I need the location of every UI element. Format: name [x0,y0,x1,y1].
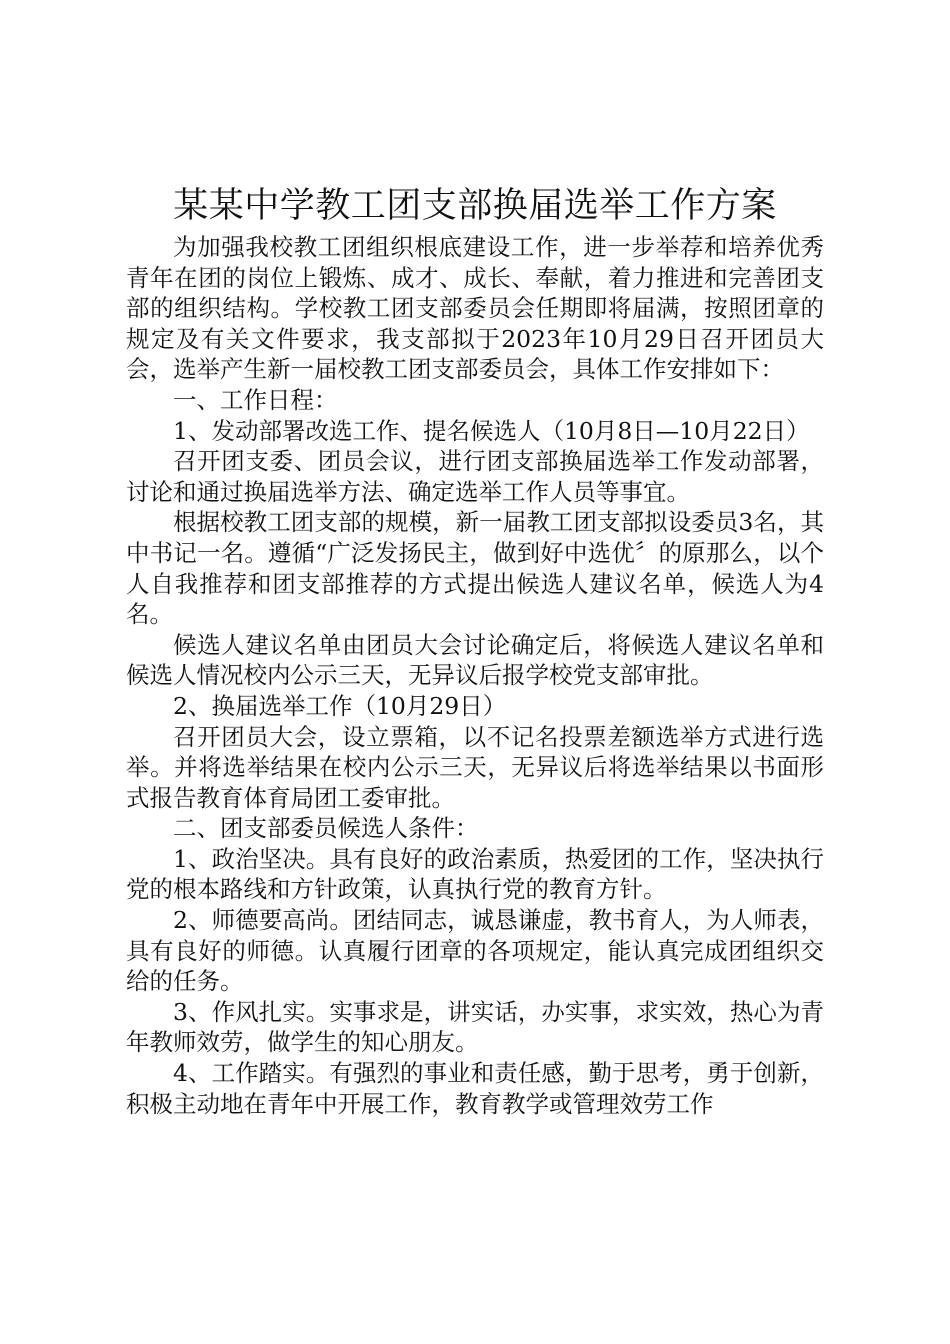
paragraph-intro: 为加强我校教工团组织根底建设工作，进一步举荐和培养优秀青年在团的岗位上锻炼、成才、成长、奉献，着力推进和完善团支部的组织结构。学校教工团支部委员会任期即将届满，按照团章的规定及有关文件要求，我支部拟于2023年10月29日召开团员大会，选举产生新一届校教工团支部委员会，具体工作安排如下： [126,233,824,384]
heading-work-schedule: 一、工作日程： [173,385,338,414]
condition-political: 1、政治坚决。具有良好的政治素质，热爱团的工作，坚决执行党的根本路线和方针政策，认真执行党的教育方针。 [126,844,824,904]
heading-candidate-conditions: 二、团支部委员候选人条件： [173,814,479,843]
subheading-election-work: 2、换届选举工作（10月29日） [173,691,507,720]
paragraph-meeting: 召开团支委、团员会议，进行团支部换届选举工作发动部署，讨论和通过换届选举方法、确定选举工作人员等事宜。 [126,447,824,506]
subheading-mobilize-nominate: 1、发动部署改选工作、提名候选人（10月8日—10月22日） [173,416,810,445]
paragraph-voting: 召开团员大会，设立票箱，以不记名投票差额选举方式进行选举。并将选举结果在校内公示三天，无异议后将选举结果以书面形式报告教育体育局团工委审批。 [126,722,824,812]
condition-style: 3、作风扎实。实事求是，讲实话，办实事，求实效，热心为青年教师效劳，做学生的知心朋友。 [126,997,824,1057]
condition-work: 4、工作踏实。有强烈的事业和责任感，勤于思考，勇于创新，积极主动地在青年中开展工作，教育教学或管理效劳工作 [126,1059,824,1118]
paragraph-candidate-list: 候选人建议名单由团员大会讨论确定后，将候选人建议名单和候选人情况校内公示三天，无异议后报学校党支部审批。 [126,630,824,690]
condition-ethics: 2、师德要高尚。团结同志，诚恳谦虚，教书育人，为人师表，具有良好的师德。认真履行团章的各项规定，能认真完成团组织交给的任务。 [126,906,824,996]
paragraph-committee-size: 根据校教工团支部的规模，新一届教工团支部拟设委员3名，其中书记一名。遵循“广泛发扬民主，做到好中选优〞的原那么，以个人自我推荐和团支部推荐的方式提出候选人建议名单，候选人为4名。 [126,508,824,629]
document-title: 某某中学教工团支部换届选举工作方案 [173,186,777,226]
document-page [126,180,824,1119]
